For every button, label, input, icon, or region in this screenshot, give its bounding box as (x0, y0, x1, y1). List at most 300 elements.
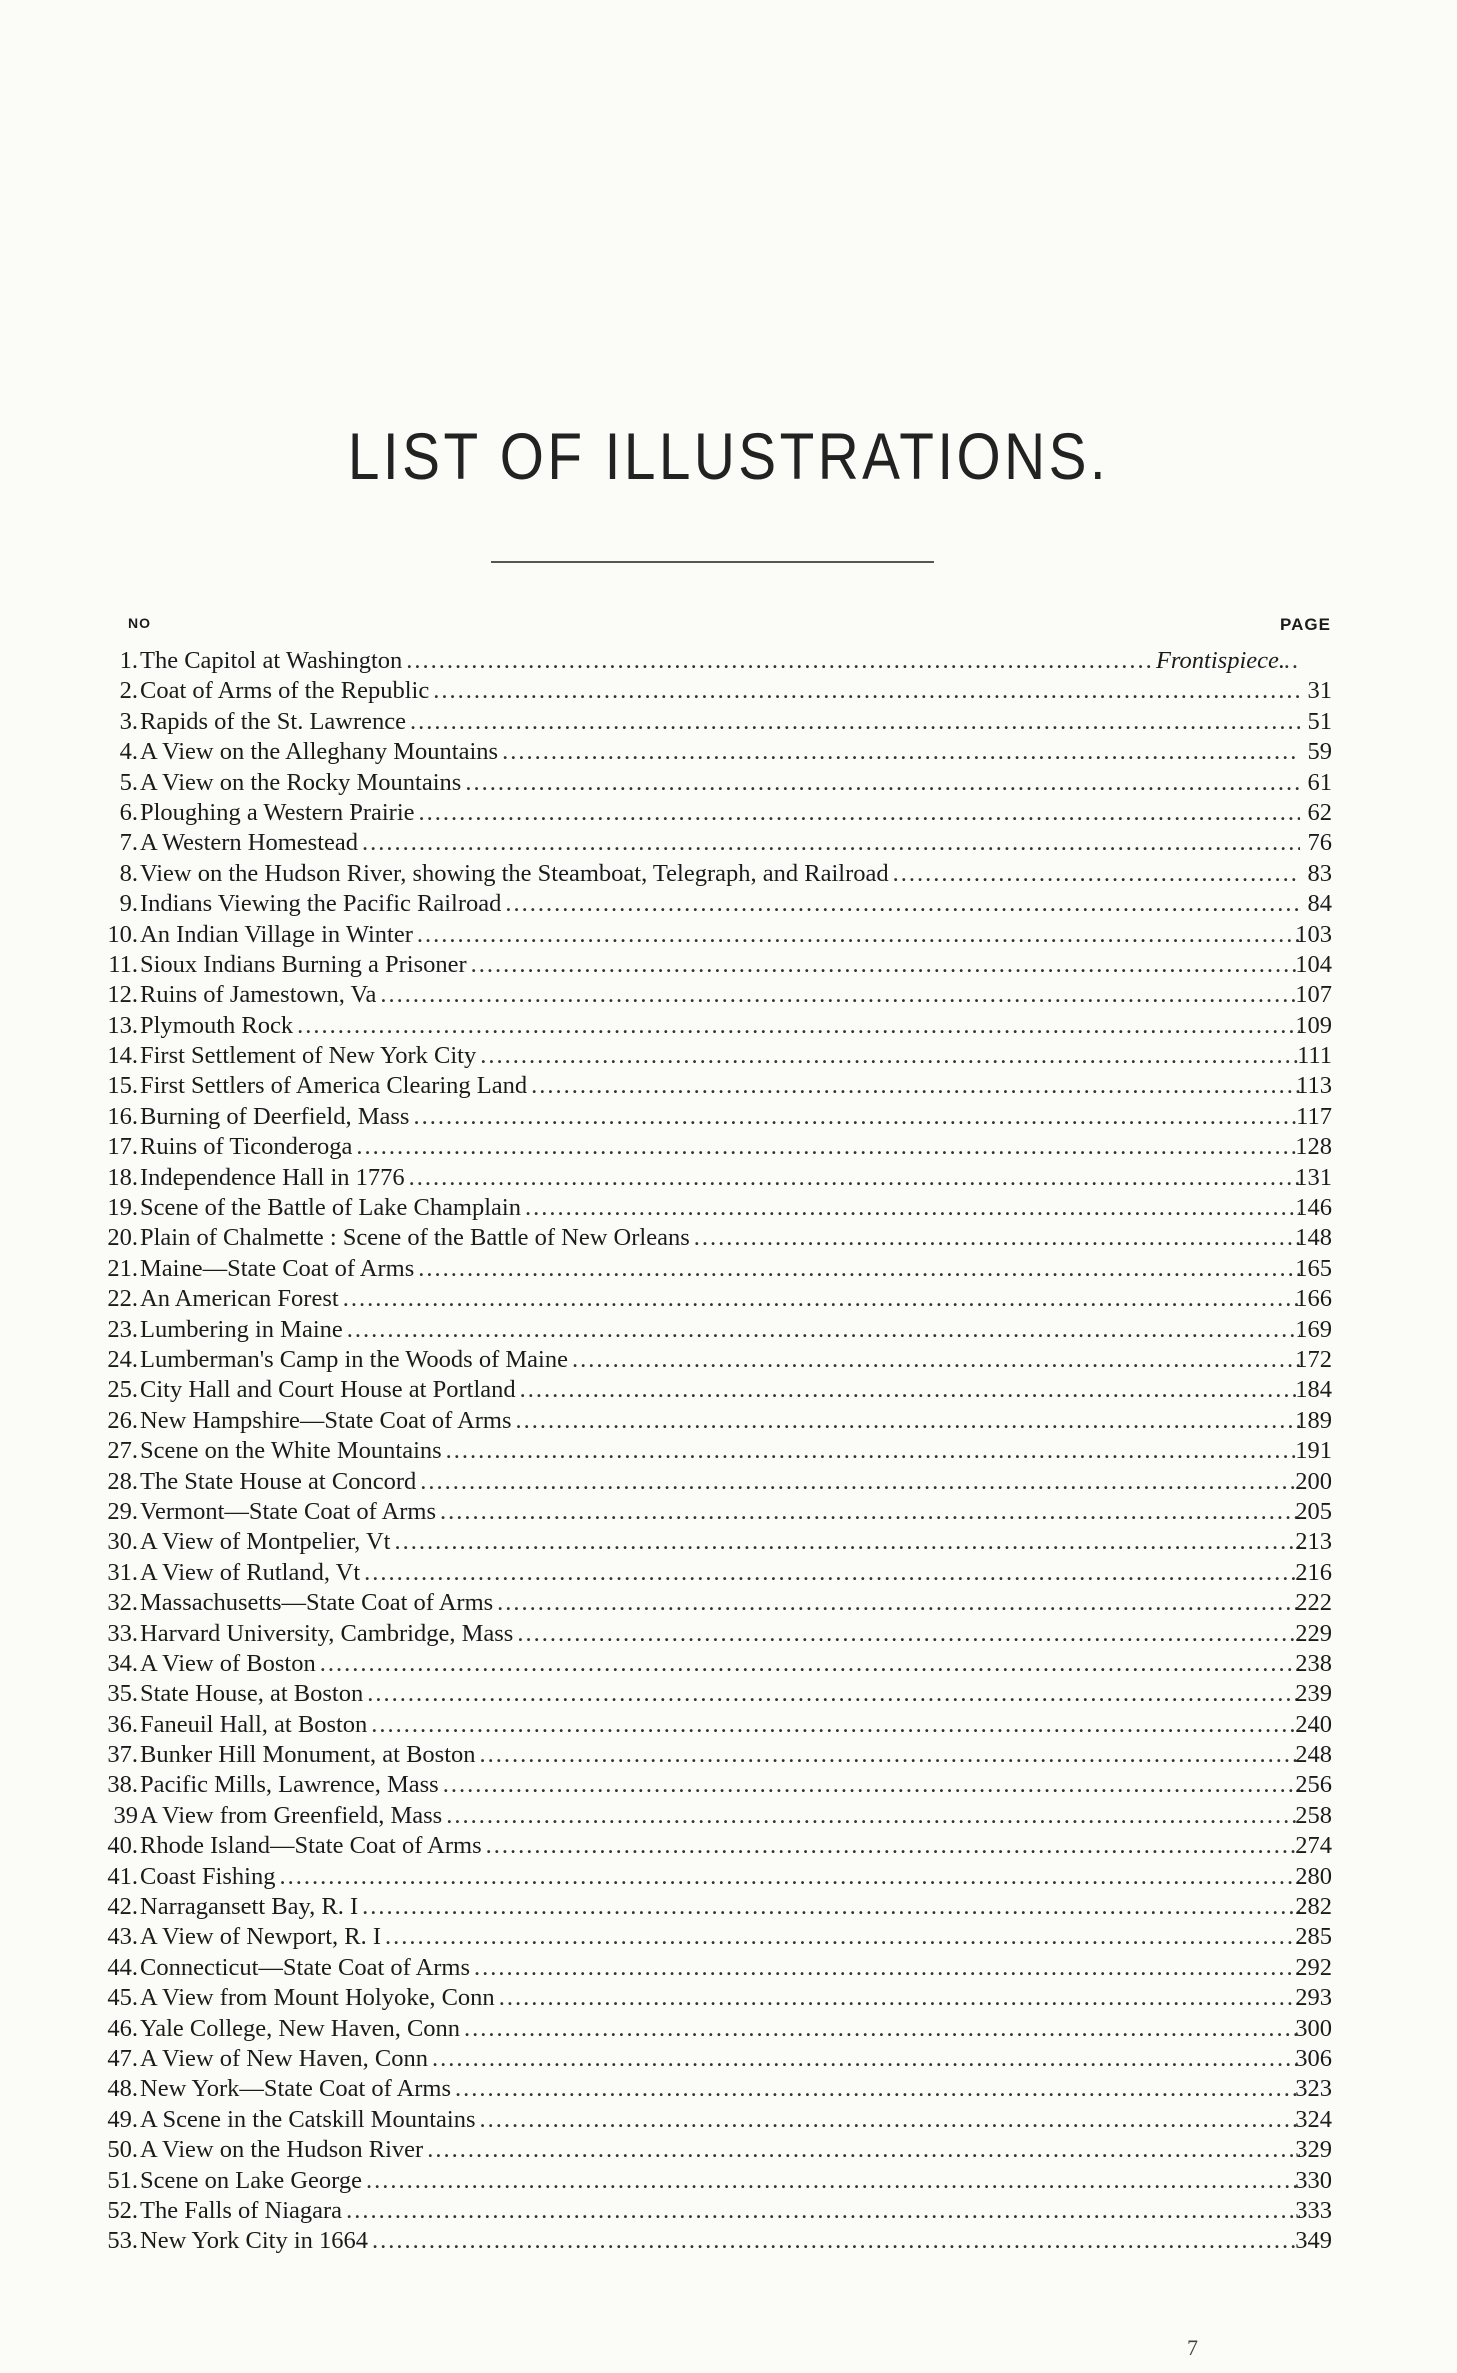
item-page: 103 (1295, 920, 1332, 948)
item-title: A View on the Alleghany Mountains (140, 738, 499, 766)
list-item (0, 1315, 1457, 1345)
item-page: 282 (1295, 1893, 1332, 1921)
list-item (0, 768, 1457, 798)
item-title: Sioux Indians Burning a Prisoner (140, 950, 467, 978)
dot-leader (893, 859, 1300, 889)
item-page: 285 (1295, 1923, 1332, 1951)
dot-leader (455, 2074, 1300, 2104)
item-number: 8. (119, 859, 138, 887)
item-leader-row (138, 707, 1300, 737)
item-number: 2. (119, 677, 138, 705)
item-title: A View on the Hudson River (140, 2136, 424, 2164)
dot-leader (517, 1619, 1300, 1649)
dot-leader (471, 950, 1300, 980)
item-title: A View of Montpelier, Vt (140, 1528, 391, 1556)
list-item (0, 950, 1457, 980)
item-leader-row (138, 646, 1300, 676)
list-item (0, 2105, 1457, 2135)
item-page: 165 (1295, 1254, 1332, 1282)
item-number: 22. (107, 1285, 138, 1313)
item-title: The Falls of Niagara (140, 2196, 343, 2224)
item-number: 49. (107, 2105, 138, 2133)
item-page: 205 (1295, 1497, 1332, 1525)
item-leader-row (138, 1710, 1300, 1740)
list-item (0, 1922, 1457, 1952)
item-page: 191 (1295, 1437, 1332, 1465)
item-leader-row (138, 889, 1300, 919)
item-page: 31 (1307, 677, 1332, 705)
item-title: A View of Newport, R. I (140, 1923, 382, 1951)
item-leader-row (138, 1649, 1300, 1679)
list-item (0, 1558, 1457, 1588)
list-item (0, 1071, 1457, 1101)
item-leader-row (138, 1284, 1300, 1314)
item-title: A Western Homestead (140, 829, 359, 857)
item-number: 5. (119, 768, 138, 796)
list-item (0, 1497, 1457, 1527)
item-number: 15. (107, 1072, 138, 1100)
item-number: 23. (107, 1315, 138, 1343)
item-title: Yale College, New Haven, Conn (140, 2014, 461, 2042)
item-leader-row (138, 1467, 1300, 1497)
item-number: 46. (107, 2014, 138, 2042)
dot-leader (409, 1163, 1300, 1193)
list-item (0, 1953, 1457, 1983)
item-title: Bunker Hill Monument, at Boston (140, 1741, 476, 1769)
item-number: 12. (107, 981, 138, 1009)
item-number: 13. (107, 1011, 138, 1039)
list-item (0, 889, 1457, 919)
item-leader-row (138, 2196, 1300, 2226)
item-title: Ruins of Jamestown, Va (140, 981, 377, 1009)
item-page: 117 (1296, 1102, 1332, 1130)
item-number: 6. (119, 798, 138, 826)
item-page: 76 (1307, 829, 1332, 857)
item-leader-row (138, 1011, 1300, 1041)
item-page: 107 (1295, 981, 1332, 1009)
item-number: 52. (107, 2196, 138, 2224)
item-page: 292 (1295, 1953, 1332, 1981)
dot-leader (465, 768, 1300, 798)
list-item (0, 1254, 1457, 1284)
item-page: 248 (1295, 1741, 1332, 1769)
item-leader-row (138, 737, 1300, 767)
dot-leader (419, 798, 1300, 828)
item-page: 293 (1295, 1984, 1332, 2012)
item-title: A Scene in the Catskill Mountains (140, 2105, 476, 2133)
item-number: 10. (107, 920, 138, 948)
item-page: Frontispiece. (1152, 646, 1285, 676)
item-title: Scene on the White Mountains (140, 1437, 442, 1465)
item-title: Coat of Arms of the Republic (140, 677, 430, 705)
item-page: 238 (1295, 1649, 1332, 1677)
item-title: Connecticut—State Coat of Arms (140, 1953, 471, 1981)
dot-leader (464, 2014, 1300, 2044)
item-page: 166 (1295, 1285, 1332, 1313)
item-title: Plymouth Rock (140, 1011, 294, 1039)
dot-leader (480, 2105, 1301, 2135)
dot-leader (520, 1375, 1300, 1405)
item-title: The Capitol at Washington (140, 647, 403, 674)
list-item (0, 1892, 1457, 1922)
list-item (0, 980, 1457, 1010)
item-number: 43. (107, 1923, 138, 1951)
item-number: 28. (107, 1467, 138, 1495)
item-title: Lumberman's Camp in the Woods of Maine (140, 1345, 568, 1373)
item-title: A View of Rutland, Vt (140, 1558, 361, 1586)
dot-leader (446, 1801, 1300, 1831)
item-number: 41. (107, 1862, 138, 1890)
item-number: 50. (107, 2136, 138, 2164)
item-leader-row (138, 768, 1300, 798)
item-page: 51 (1307, 707, 1332, 735)
item-number: 19. (107, 1194, 138, 1222)
item-number: 4. (119, 738, 138, 766)
item-title: A View of New Haven, Conn (140, 2044, 428, 2072)
item-number: 24. (107, 1345, 138, 1373)
item-title: New Hampshire—State Coat of Arms (140, 1406, 512, 1434)
item-title: Lumbering in Maine (140, 1315, 343, 1343)
item-leader-row (138, 2226, 1300, 2256)
list-item (0, 798, 1457, 828)
item-leader-row (138, 980, 1300, 1010)
item-title: View on the Hudson River, showing the Steamboat, Telegraph, and Railroad (140, 859, 889, 887)
item-page: 349 (1295, 2227, 1332, 2255)
dot-leader (446, 1436, 1300, 1466)
page-title: LIST OF ILLUSTRATIONS. (347, 419, 1110, 493)
item-title: Pacific Mills, Lawrence, Mass (140, 1771, 439, 1799)
item-leader-row (138, 2074, 1300, 2104)
dot-leader (531, 1071, 1300, 1101)
item-number: 39 (113, 1801, 138, 1829)
item-leader-row (138, 859, 1300, 889)
item-leader-row (138, 1740, 1300, 1770)
item-leader-row (138, 1862, 1300, 1892)
item-title: First Settlers of America Clearing Land (140, 1072, 528, 1100)
item-leader-row (138, 1831, 1300, 1861)
item-page: 280 (1295, 1862, 1332, 1890)
dot-leader (346, 2196, 1300, 2226)
item-number: 16. (107, 1102, 138, 1130)
list-item (0, 1983, 1457, 2013)
item-page: 111 (1297, 1042, 1332, 1070)
list-item (0, 920, 1457, 950)
item-page: 300 (1295, 2014, 1332, 2042)
dot-leader (516, 1406, 1300, 1436)
item-page: 128 (1295, 1133, 1332, 1161)
item-number: 33. (107, 1619, 138, 1647)
item-number: 53. (107, 2227, 138, 2255)
item-number: 21. (107, 1254, 138, 1282)
item-leader-row (138, 1558, 1300, 1588)
item-title: Scene of the Battle of Lake Champlain (140, 1194, 521, 1222)
item-page: 229 (1295, 1619, 1332, 1647)
item-title: New York City in 1664 (140, 2227, 369, 2255)
item-page: 131 (1295, 1163, 1332, 1191)
item-number: 11. (108, 950, 138, 978)
item-page: 216 (1295, 1558, 1332, 1586)
item-page: 169 (1295, 1315, 1332, 1343)
dot-leader (366, 2166, 1300, 2196)
item-leader-row (138, 920, 1300, 950)
item-page: 146 (1295, 1194, 1332, 1222)
item-leader-row (138, 828, 1300, 858)
item-number: 51. (107, 2166, 138, 2194)
item-title: New York—State Coat of Arms (140, 2075, 452, 2103)
item-page: 240 (1295, 1710, 1332, 1738)
item-title: An Indian Village in Winter (140, 920, 413, 948)
item-leader-row (138, 1193, 1300, 1223)
list-item (0, 1619, 1457, 1649)
list-item (0, 1163, 1457, 1193)
item-title: Indians Viewing the Pacific Railroad (140, 890, 502, 918)
item-leader-row (138, 1770, 1300, 1800)
item-page: 306 (1295, 2044, 1332, 2072)
dot-leader (385, 1922, 1300, 1952)
item-page: 61 (1307, 768, 1332, 796)
dot-leader (420, 1467, 1300, 1497)
item-page: 323 (1295, 2075, 1332, 2103)
item-page: 213 (1295, 1528, 1332, 1556)
dot-leader (499, 1983, 1300, 2013)
item-page: 256 (1295, 1771, 1332, 1799)
item-number: 48. (107, 2075, 138, 2103)
dot-leader (502, 737, 1300, 767)
item-title: City Hall and Court House at Portland (140, 1376, 516, 1404)
item-number: 7. (119, 829, 138, 857)
item-leader-row (138, 1345, 1300, 1375)
item-page: 239 (1295, 1680, 1332, 1708)
item-leader-row (138, 1315, 1300, 1345)
dot-leader (372, 2226, 1300, 2256)
item-number: 34. (107, 1649, 138, 1677)
item-leader-row (138, 1801, 1300, 1831)
item-number: 44. (107, 1953, 138, 1981)
item-page: 333 (1295, 2196, 1332, 2224)
dot-leader (410, 707, 1300, 737)
column-header-page: PAGE (1280, 615, 1331, 634)
dot-leader (347, 1315, 1300, 1345)
dot-leader (694, 1223, 1300, 1253)
item-number: 31. (107, 1558, 138, 1586)
dot-leader (418, 1254, 1300, 1284)
item-number: 9. (119, 890, 138, 918)
item-leader-row (138, 1497, 1300, 1527)
item-leader-row (138, 950, 1300, 980)
item-title: Faneuil Hall, at Boston (140, 1710, 368, 1738)
item-title: Harvard University, Cambridge, Mass (140, 1619, 514, 1647)
item-page: 148 (1295, 1224, 1332, 1252)
item-number: 47. (107, 2044, 138, 2072)
item-title: Maine—State Coat of Arms (140, 1254, 415, 1282)
item-number: 26. (107, 1406, 138, 1434)
dot-leader (432, 2044, 1300, 2074)
dot-leader (480, 1740, 1301, 1770)
item-leader-row (138, 1922, 1300, 1952)
list-item (0, 1436, 1457, 1466)
item-leader-row (138, 2135, 1300, 2165)
dot-leader (362, 1892, 1300, 1922)
list-item (0, 676, 1457, 706)
dot-leader (486, 1831, 1300, 1861)
item-number: 20. (107, 1224, 138, 1252)
item-number: 29. (107, 1497, 138, 1525)
dot-leader (440, 1497, 1300, 1527)
list-item (0, 1801, 1457, 1831)
item-number: 14. (107, 1042, 138, 1070)
item-page: 258 (1295, 1801, 1332, 1829)
item-title: Scene on Lake George (140, 2166, 362, 2194)
dot-leader (380, 980, 1300, 1010)
list-item (0, 2135, 1457, 2165)
list-item (0, 1102, 1457, 1132)
item-leader-row (138, 1983, 1300, 2013)
column-header-no: NO (128, 615, 151, 631)
list-item (0, 2226, 1457, 2256)
item-page: 189 (1295, 1406, 1332, 1434)
list-item (0, 1588, 1457, 1618)
list-item (0, 2044, 1457, 2074)
list-item (0, 2196, 1457, 2226)
item-page: 104 (1295, 950, 1332, 978)
item-number: 3. (119, 707, 138, 735)
item-title: Ruins of Ticonderoga (140, 1133, 353, 1161)
item-title: Rapids of the St. Lawrence (140, 707, 407, 735)
item-title: Independence Hall in 1776 (140, 1163, 405, 1191)
item-page: 274 (1295, 1832, 1332, 1860)
dot-leader (433, 676, 1300, 706)
list-item (0, 1223, 1457, 1253)
list-item (0, 1862, 1457, 1892)
item-title: The State House at Concord (140, 1467, 417, 1495)
list-item (0, 1740, 1457, 1770)
list-item (0, 1831, 1457, 1861)
item-number: 42. (107, 1893, 138, 1921)
item-number: 35. (107, 1680, 138, 1708)
dot-leader (413, 1102, 1300, 1132)
item-leader-row (138, 1527, 1300, 1557)
item-leader-row (138, 1071, 1300, 1101)
dot-leader (279, 1862, 1300, 1892)
list-item (0, 1527, 1457, 1557)
item-leader-row (138, 1132, 1300, 1162)
item-number: 18. (107, 1163, 138, 1191)
item-title: Burning of Deerfield, Mass (140, 1102, 410, 1130)
item-leader-row (138, 1375, 1300, 1405)
item-title: Vermont—State Coat of Arms (140, 1497, 437, 1525)
list-item (0, 1679, 1457, 1709)
item-title: Rhode Island—State Coat of Arms (140, 1832, 482, 1860)
list-item (0, 1375, 1457, 1405)
item-number: 45. (107, 1984, 138, 2012)
item-leader-row (138, 1619, 1300, 1649)
item-page: 84 (1307, 890, 1332, 918)
item-page: 200 (1295, 1467, 1332, 1495)
title-rule (491, 561, 934, 563)
dot-leader (525, 1193, 1300, 1223)
item-number: 17. (107, 1133, 138, 1161)
list-item (0, 1710, 1457, 1740)
dot-leader (417, 920, 1300, 950)
list-item (0, 828, 1457, 858)
list-item (0, 1193, 1457, 1223)
item-leader-row (138, 2044, 1300, 2074)
item-page: 62 (1307, 798, 1332, 826)
item-leader-row (138, 1588, 1300, 1618)
list-item (0, 1649, 1457, 1679)
dot-leader (362, 828, 1300, 858)
dot-leader (505, 889, 1300, 919)
dot-leader (443, 1770, 1300, 1800)
item-title: State House, at Boston (140, 1680, 364, 1708)
item-title: First Settlement of New York City (140, 1042, 477, 1070)
item-page: 113 (1296, 1072, 1332, 1100)
item-leader-row (138, 1254, 1300, 1284)
item-title: A View on the Rocky Mountains (140, 768, 462, 796)
item-page: 222 (1295, 1589, 1332, 1617)
dot-leader (367, 1679, 1300, 1709)
item-title: A View from Greenfield, Mass (140, 1801, 443, 1829)
dot-leader (343, 1284, 1300, 1314)
item-page: 324 (1295, 2105, 1332, 2133)
item-page: 83 (1307, 859, 1332, 887)
list-item (0, 1284, 1457, 1314)
list-item (0, 737, 1457, 767)
page-folio: 7 (1187, 2335, 1198, 2360)
item-leader-row (138, 2105, 1300, 2135)
item-title: Plain of Chalmette : Scene of the Battle of New Orleans (140, 1224, 690, 1252)
item-page: 184 (1295, 1376, 1332, 1404)
item-number: 27. (107, 1437, 138, 1465)
item-leader-row (138, 1953, 1300, 1983)
dot-leader (297, 1011, 1300, 1041)
list-item (0, 1132, 1457, 1162)
item-title: Massachusetts—State Coat of Arms (140, 1589, 494, 1617)
item-leader-row (138, 1163, 1300, 1193)
list-item (0, 1011, 1457, 1041)
item-leader-row (138, 1041, 1300, 1071)
item-page: 59 (1307, 738, 1332, 766)
dot-leader (320, 1649, 1300, 1679)
item-number: 38. (107, 1771, 138, 1799)
item-title: Narragansett Bay, R. I (140, 1893, 359, 1921)
item-leader-row (138, 2014, 1300, 2044)
item-number: 25. (107, 1376, 138, 1404)
list-item (0, 2166, 1457, 2196)
list-item (0, 646, 1457, 676)
list-item (0, 859, 1457, 889)
illustrations-list (0, 646, 1457, 2257)
dot-leader (497, 1588, 1300, 1618)
item-page: 329 (1295, 2136, 1332, 2164)
item-number: 30. (107, 1528, 138, 1556)
item-title: A View of Boston (140, 1649, 316, 1677)
dot-leader (480, 1041, 1300, 1071)
list-item (0, 1345, 1457, 1375)
item-leader-row (138, 676, 1300, 706)
dot-leader (394, 1527, 1300, 1557)
list-item (0, 2074, 1457, 2104)
item-number: 1. (119, 647, 138, 674)
item-title: An American Forest (140, 1285, 339, 1313)
item-page: 172 (1295, 1345, 1332, 1373)
item-leader-row (138, 798, 1300, 828)
item-page: 330 (1295, 2166, 1332, 2194)
list-item (0, 1041, 1457, 1071)
item-number: 37. (107, 1741, 138, 1769)
dot-leader (572, 1345, 1300, 1375)
item-title: A View from Mount Holyoke, Conn (140, 1984, 495, 2012)
